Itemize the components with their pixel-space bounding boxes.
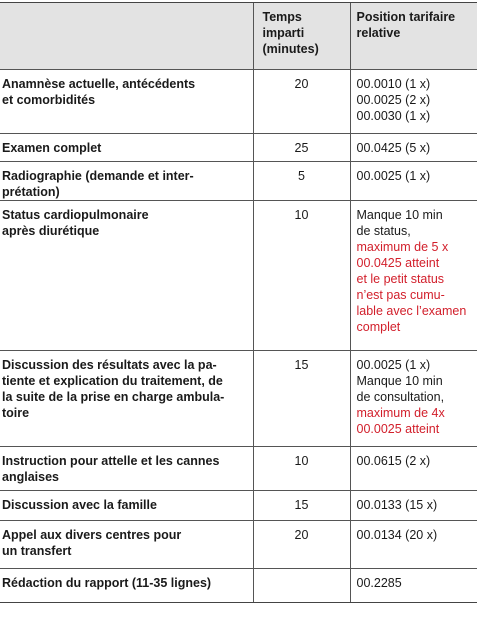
header-tariff-line: Position tarifaire <box>356 10 456 24</box>
activity-label-line: Examen complet <box>2 140 102 155</box>
tariff-table <box>0 3 477 602</box>
header-time-line: imparti <box>262 26 305 40</box>
tariff-note-highlight: 00.0025 atteint <box>356 421 440 436</box>
time-cell: 20 <box>253 69 350 133</box>
header-time-line: (minutes) <box>262 42 319 56</box>
activity-cell <box>0 350 253 446</box>
activity-label-line: prétation) <box>2 184 60 199</box>
table-row <box>0 133 477 161</box>
tariff-position: 00.0025 (1 x) <box>356 168 431 183</box>
tariff-position: de consultation, <box>356 389 445 404</box>
header-tariff <box>350 3 477 69</box>
tariff-position: Manque 10 min <box>356 373 443 388</box>
activity-label-line: Anamnèse actuelle, antécédents <box>2 76 196 91</box>
tariff-position: 00.0030 (1 x) <box>356 108 431 123</box>
table-row <box>0 200 477 350</box>
activity-label-line: après diurétique <box>2 223 100 238</box>
activity-cell <box>0 568 253 602</box>
tariff-note-highlight: 00.0425 atteint <box>356 255 440 270</box>
activity-label-line: Rédaction du rapport (11-35 lignes) <box>2 575 212 590</box>
tariff-position: 00.0134 (20 x) <box>356 527 438 542</box>
tariff-position: Manque 10 min <box>356 207 443 222</box>
tariff-position: 00.0133 (15 x) <box>356 497 438 512</box>
time-cell: 25 <box>253 133 350 161</box>
activity-label-line: toire <box>2 405 30 420</box>
tariff-table-sheet <box>0 2 477 603</box>
activity-label-line: Instruction pour attelle et les cannes <box>2 453 220 468</box>
time-cell: 10 <box>253 200 350 350</box>
time-cell <box>253 568 350 602</box>
activity-cell <box>0 520 253 568</box>
tariff-position: 00.0010 (1 x) <box>356 76 431 91</box>
table-row <box>0 568 477 602</box>
activity-label-line: la suite de la prise en charge ambula- <box>2 389 225 404</box>
activity-label-line: Radiographie (demande et inter- <box>2 168 194 183</box>
table-row <box>0 161 477 200</box>
activity-label-line: Discussion des résultats avec la pa- <box>2 357 217 372</box>
tariff-note-highlight: complet <box>356 319 401 334</box>
tariff-cell <box>350 161 477 200</box>
activity-cell <box>0 69 253 133</box>
tariff-position: 00.2285 <box>356 575 402 590</box>
header-tariff-line: relative <box>356 26 401 40</box>
time-cell: 15 <box>253 350 350 446</box>
tariff-note-highlight: maximum de 4x <box>356 405 445 420</box>
table-row <box>0 490 477 520</box>
tariff-position: 00.0425 (5 x) <box>356 140 431 155</box>
activity-label-line: Status cardiopulmonaire <box>2 207 149 222</box>
activity-cell <box>0 133 253 161</box>
tariff-note-highlight: lable avec l’examen <box>356 303 467 318</box>
time-cell: 20 <box>253 520 350 568</box>
table-row <box>0 350 477 446</box>
table-header-row <box>0 3 477 69</box>
activity-label-line: un transfert <box>2 543 72 558</box>
tariff-cell <box>350 133 477 161</box>
time-cell: 10 <box>253 446 350 490</box>
header-activity <box>0 3 253 69</box>
activity-cell <box>0 161 253 200</box>
activity-cell <box>0 200 253 350</box>
table-row <box>0 520 477 568</box>
tariff-cell <box>350 69 477 133</box>
activity-cell <box>0 446 253 490</box>
table-row <box>0 69 477 133</box>
time-cell: 15 <box>253 490 350 520</box>
activity-label-line: et comorbidités <box>2 92 96 107</box>
tariff-cell <box>350 446 477 490</box>
tariff-position: 00.0025 (2 x) <box>356 92 431 107</box>
header-time <box>253 3 350 69</box>
activity-label-line: Discussion avec la famille <box>2 497 157 512</box>
tariff-cell <box>350 520 477 568</box>
activity-cell <box>0 490 253 520</box>
tariff-note-highlight: maximum de 5 x <box>356 239 449 254</box>
tariff-cell <box>350 200 477 350</box>
tariff-cell <box>350 350 477 446</box>
activity-label-line: Appel aux divers centres pour <box>2 527 182 542</box>
tariff-position: 00.0025 (1 x) <box>356 357 431 372</box>
tariff-position: 00.0615 (2 x) <box>356 453 431 468</box>
tariff-position: de status, <box>356 223 411 238</box>
table-row <box>0 446 477 490</box>
time-cell: 5 <box>253 161 350 200</box>
tariff-note-highlight: n’est pas cumu- <box>356 287 445 302</box>
activity-label-line: anglaises <box>2 469 59 484</box>
tariff-note-highlight: et le petit status <box>356 271 445 286</box>
tariff-cell <box>350 568 477 602</box>
activity-label-line: tiente et explication du traitement, de <box>2 373 223 388</box>
tariff-cell <box>350 490 477 520</box>
header-time-line: Temps <box>262 10 302 24</box>
